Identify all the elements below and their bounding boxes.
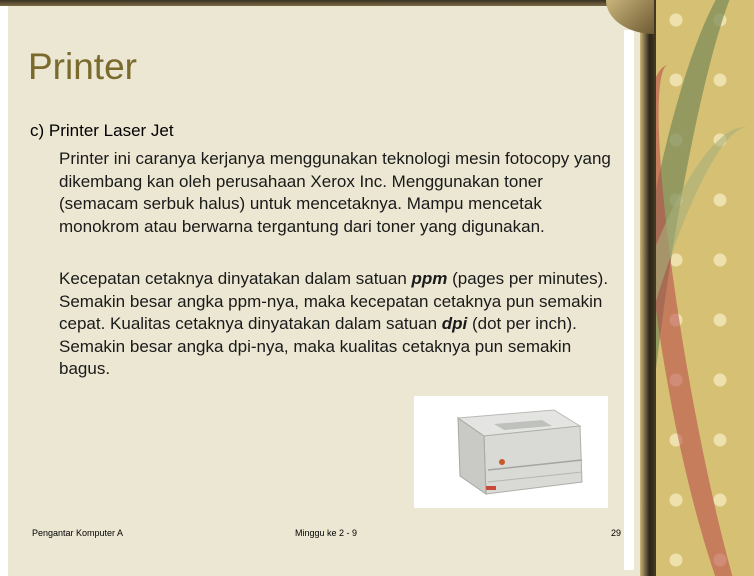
para2-text-3: (dot per inch). Semakin besar angka dpi-nya, maka kualitas cetaknya pun semakin bagus.: [59, 314, 577, 378]
dpi-term: dpi: [441, 314, 468, 333]
left-border: [0, 0, 8, 576]
decorative-pattern-strip: [656, 0, 754, 576]
para2-text-1: Kecepatan cetaknya dinyatakan dalam satuan: [59, 269, 412, 288]
section-heading: c) Printer Laser Jet: [30, 121, 174, 140]
right-frame-dark: [640, 0, 656, 576]
right-frame-light: [624, 30, 634, 570]
para2-text-2: (pages per minutes). Semakin besar angka ppm-nya, maka kecepatan cetaknya pun semakin cepat. Kualitas cetaknya dinyatakan dalam satuan: [59, 269, 609, 333]
footer-page-number: 29: [611, 528, 622, 538]
laser-printer-image: [414, 396, 608, 508]
footer-course: Pengantar Komputer A: [32, 528, 124, 538]
slide-title: Printer: [28, 46, 137, 87]
top-frame: [0, 0, 640, 6]
paragraph-description: Printer ini caranya kerjanya menggunakan teknologi mesin fotocopy yang dikembang kan oleh perusahaan Xerox Inc. Menggunakan toner (semacam serbuk halus) untuk mencetaknya. Mampu mencetak monokrom atau berwarna tergantung dari toner yang digunakan.: [59, 149, 611, 236]
paragraph-speed-quality: [59, 268, 624, 381]
footer-week: Minggu ke 2 - 9: [295, 528, 358, 538]
printer-illustration: [414, 396, 608, 508]
ppm-term: ppm: [411, 269, 448, 288]
